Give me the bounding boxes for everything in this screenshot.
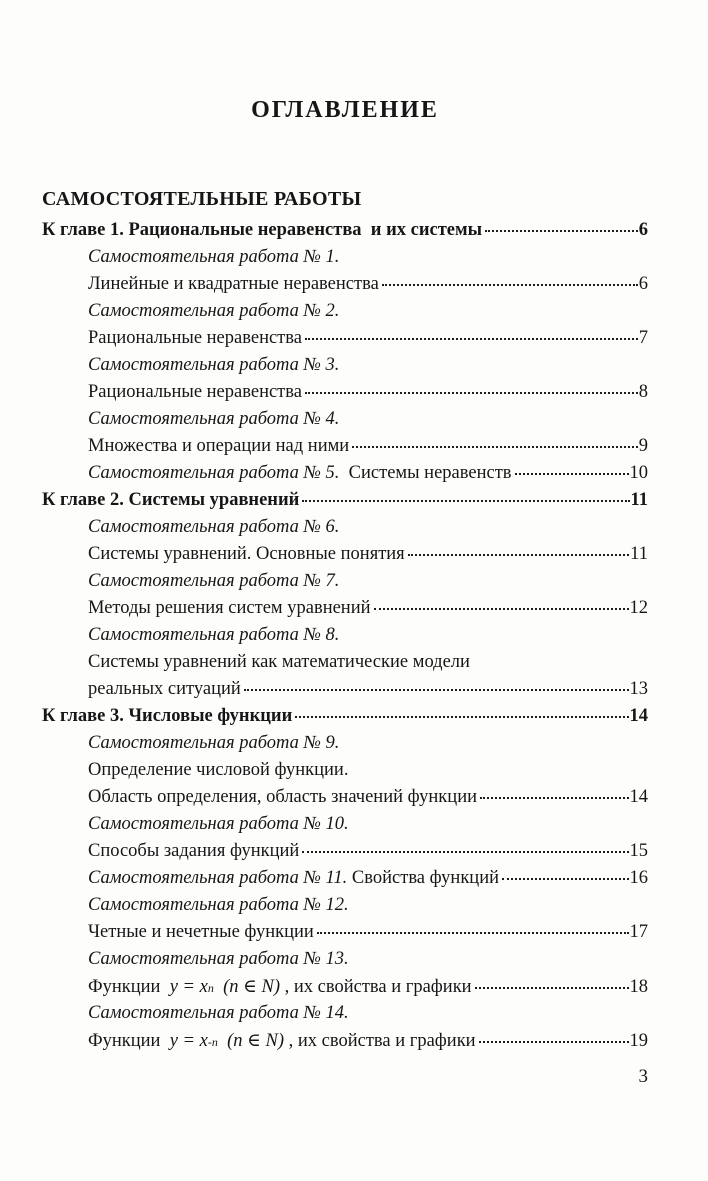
toc-page-ref: 13 xyxy=(629,679,648,699)
toc-work-topic xyxy=(42,436,648,463)
toc-work-title-text: Самостоятельная работа № 12. xyxy=(88,895,349,915)
toc-page-ref: 8 xyxy=(638,382,648,402)
toc-topic-text: Определение числовой функции. xyxy=(88,760,349,780)
toc-chapter-title: К главе 3. Числовые функции xyxy=(42,706,293,726)
toc-work-topic-continuation xyxy=(42,679,648,706)
toc-work-title-with-topic xyxy=(42,463,648,490)
toc-page xyxy=(42,96,648,1089)
dot-leader xyxy=(382,284,638,286)
toc-work-title xyxy=(42,517,648,544)
toc-topic-text: Линейные и квадратные неравенства xyxy=(88,274,379,294)
toc-topic-text: Четные и нечетные функции xyxy=(88,922,314,942)
dot-leader xyxy=(480,797,629,799)
toc-topic-text: , их свойства и графики xyxy=(288,1031,476,1051)
toc-topic-text: , их свойства и графики xyxy=(284,977,472,997)
toc-work-topic xyxy=(42,382,648,409)
toc-topic-text: Множества и операции над ними xyxy=(88,436,350,456)
toc-topic-text: Рациональные неравенства xyxy=(88,382,302,402)
toc-topic-text: Функции xyxy=(88,1031,170,1051)
toc-chapter-line xyxy=(42,706,648,733)
toc-topic-text: Системы уравнений. Основные понятия xyxy=(88,544,405,564)
dot-leader xyxy=(408,554,629,556)
toc-work-title xyxy=(42,409,648,436)
toc-work-topic-continuation xyxy=(42,787,648,814)
toc-work-title xyxy=(42,247,648,274)
toc-page-ref: 10 xyxy=(629,463,648,483)
dot-leader xyxy=(302,851,628,853)
dot-leader xyxy=(475,987,629,989)
toc-page-ref: 6 xyxy=(638,220,648,240)
toc-page-ref: 11 xyxy=(630,544,648,564)
toc-work-topic-formula: Функции y = x n (n ∈ N) , их свойства и графики 18 xyxy=(88,977,648,997)
toc-topic-text: Рациональные неравенства xyxy=(88,328,302,348)
dot-leader xyxy=(515,473,629,475)
toc-topic-text: Системы неравенств xyxy=(339,463,512,483)
toc-page-ref: 9 xyxy=(638,436,648,456)
toc-work-title xyxy=(42,733,648,760)
toc-work-topic xyxy=(42,922,648,949)
toc-topic-text: Область определения, область значений функции xyxy=(88,787,477,807)
toc-work-title-text: Самостоятельная работа № 3. xyxy=(88,355,340,375)
toc-work-title xyxy=(42,355,648,382)
toc-work-topic xyxy=(42,544,648,571)
formula-y-equals-x-power-minus-n: y = x xyxy=(169,1031,208,1051)
table-of-contents xyxy=(42,220,648,1057)
toc-work-topic-formula: Функции y = x -n (n ∈ N) , их свойства и графики 19 xyxy=(88,1031,648,1051)
toc-page-ref: 15 xyxy=(629,841,648,861)
toc-work-title xyxy=(42,814,648,841)
toc-topic-text: Методы решения систем уравнений xyxy=(88,598,371,618)
dot-leader xyxy=(352,446,638,448)
toc-work-topic xyxy=(42,841,648,868)
dot-leader xyxy=(317,932,629,934)
toc-topic-text: Свойства функций xyxy=(347,868,500,888)
toc-page-ref: 19 xyxy=(629,1031,648,1051)
toc-work-topic xyxy=(42,652,648,679)
formula-n-in-N: (n ∈ N) xyxy=(213,977,285,997)
toc-page-ref: 14 xyxy=(629,706,648,726)
toc-work-title-text: Самостоятельная работа № 7. xyxy=(88,571,340,591)
dot-leader xyxy=(502,878,628,880)
toc-work-title-text: Самостоятельная работа № 10. xyxy=(88,814,349,834)
toc-work-title-text: Самостоятельная работа № 14. xyxy=(88,1003,349,1023)
toc-work-title-text: Самостоятельная работа № 4. xyxy=(88,409,340,429)
dot-leader xyxy=(374,608,629,610)
toc-topic-text: Системы уравнений как математические модели xyxy=(88,652,470,672)
toc-work-title-text: Самостоятельная работа № 13. xyxy=(88,949,349,969)
toc-page-ref: 7 xyxy=(638,328,648,348)
toc-work-title-text: Самостоятельная работа № 6. xyxy=(88,517,340,537)
toc-page-ref: 12 xyxy=(629,598,648,618)
toc-topic-text: Способы задания функций xyxy=(88,841,300,861)
toc-work-title-with-topic xyxy=(42,868,648,895)
toc-work-topic xyxy=(42,274,648,301)
toc-work-title-text: Самостоятельная работа № 5. xyxy=(88,463,340,483)
toc-topic-text: Функции xyxy=(88,977,170,997)
dot-leader xyxy=(479,1041,629,1043)
toc-work-title-text: Самостоятельная работа № 11. xyxy=(88,868,348,888)
toc-page-ref: 11 xyxy=(630,490,648,510)
toc-work-title xyxy=(42,1003,648,1030)
toc-work-topic xyxy=(42,598,648,625)
toc-page-ref: 14 xyxy=(629,787,648,807)
toc-work-title-text: Самостоятельная работа № 9. xyxy=(88,733,340,753)
toc-chapter-line xyxy=(42,220,648,247)
formula-n-in-N: (n ∈ N) xyxy=(217,1031,289,1051)
toc-chapter-title: К главе 1. Рациональные неравенства и их системы xyxy=(42,220,483,240)
toc-work-title-text: Самостоятельная работа № 1. xyxy=(88,247,340,267)
formula-y-equals-x-power-n: y = x xyxy=(169,977,208,997)
dot-leader xyxy=(485,230,638,232)
dot-leader xyxy=(305,338,638,340)
toc-work-title xyxy=(42,949,648,976)
toc-work-topic xyxy=(42,760,648,787)
toc-work-title xyxy=(42,625,648,652)
toc-page-ref: 18 xyxy=(629,977,648,997)
toc-work-topic xyxy=(42,328,648,355)
toc-page-ref: 17 xyxy=(629,922,648,942)
toc-page-ref: 16 xyxy=(629,868,648,888)
toc-chapter-line xyxy=(42,490,648,517)
dot-leader xyxy=(302,500,629,502)
toc-work-title-text: Самостоятельная работа № 8. xyxy=(88,625,340,645)
section-heading: САМОСТОЯТЕЛЬНЫЕ РАБОТЫ xyxy=(42,188,362,210)
page-title: ОГЛАВЛЕНИЕ xyxy=(251,97,439,123)
dot-leader xyxy=(295,716,628,718)
toc-work-title xyxy=(42,571,648,598)
toc-work-title-text: Самостоятельная работа № 2. xyxy=(88,301,340,321)
footer-page-number: 3 xyxy=(638,1066,648,1087)
toc-chapter-title: К главе 2. Системы уравнений xyxy=(42,490,300,510)
toc-topic-text: реальных ситуаций xyxy=(88,679,241,699)
toc-work-title xyxy=(42,895,648,922)
toc-work-title xyxy=(42,301,648,328)
dot-leader xyxy=(305,392,638,394)
toc-page-ref: 6 xyxy=(638,274,648,294)
dot-leader xyxy=(244,689,629,691)
